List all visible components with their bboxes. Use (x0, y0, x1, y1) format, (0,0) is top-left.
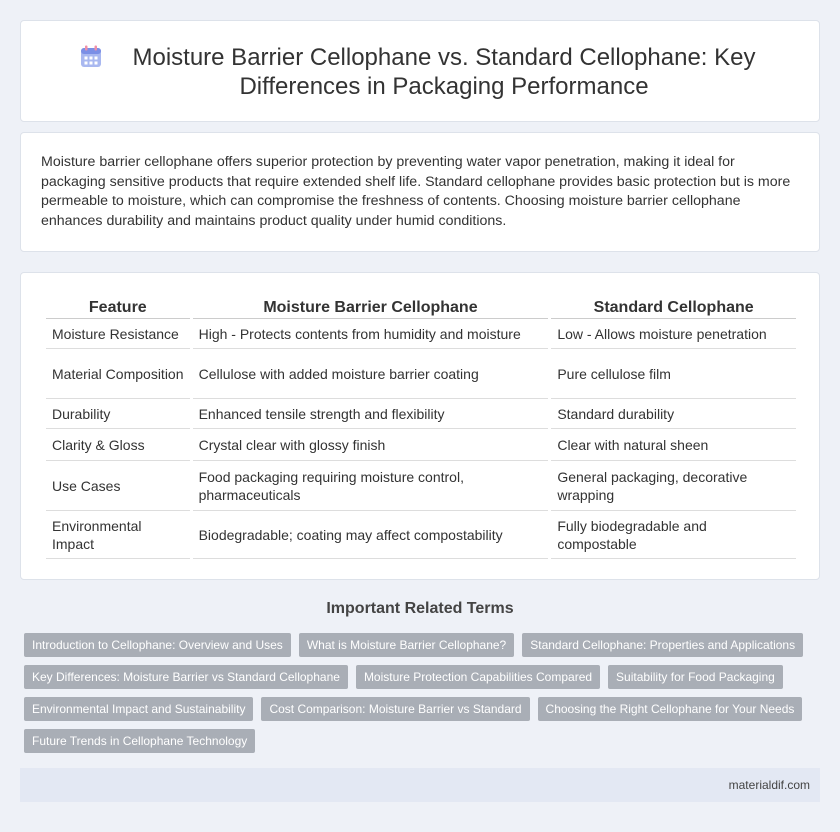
standard-cell: General packaging, decorative wrapping (551, 461, 796, 511)
standard-cell: Low - Allows moisture penetration (551, 319, 796, 349)
table-header-row (46, 297, 796, 319)
related-term-link[interactable]: Cost Comparison: Moisture Barrier vs Standard (261, 697, 529, 721)
related-term-link[interactable]: Standard Cellophane: Properties and Applications (522, 633, 803, 657)
table-row (46, 511, 796, 559)
standard-cell: Fully biodegradable and compostable (551, 511, 796, 559)
related-term-link[interactable]: Key Differences: Moisture Barrier vs Standard Cellophane (24, 665, 348, 689)
related-term-link[interactable]: Introduction to Cellophane: Overview and Uses (24, 633, 291, 657)
comparison-table (43, 297, 799, 559)
feature-cell: Environmental Impact (46, 511, 190, 559)
moisture-barrier-cell: Crystal clear with glossy finish (193, 429, 549, 461)
related-term-link[interactable]: Future Trends in Cellophane Technology (24, 729, 255, 753)
table-row (46, 429, 796, 461)
moisture-barrier-cell: High - Protects contents from humidity and moisture (193, 319, 549, 349)
related-terms-list (24, 633, 804, 753)
title-wrap (21, 21, 821, 123)
table-row (46, 461, 796, 511)
calendar-grid-icon (78, 44, 104, 70)
related-term-link[interactable]: Choosing the Right Cellophane for Your Needs (538, 697, 803, 721)
header-feature: Feature (46, 297, 190, 319)
intro-card (20, 132, 820, 252)
feature-cell: Clarity & Gloss (46, 429, 190, 461)
header-moisture-barrier: Moisture Barrier Cellophane (193, 297, 549, 319)
page-title: Moisture Barrier Cellophane vs. Standard Cellophane: Key Differences in Packaging Performance (132, 44, 756, 100)
related-term-link[interactable]: What is Moisture Barrier Cellophane? (299, 633, 514, 657)
intro-paragraph: Moisture barrier cellophane offers superior protection by preventing water vapor penetration, making it ideal for packaging sensitive products that require extended shelf life. Standard cellophane provides basic protection but is more permeable to moisture, which can compromise the freshness of contents. Choosing moisture barrier cellophane enhances durability and maintains product quality under humid conditions. (41, 154, 791, 229)
feature-cell: Use Cases (46, 461, 190, 511)
related-terms-title: Important Related Terms (326, 600, 514, 617)
related-term-link[interactable]: Environmental Impact and Sustainability (24, 697, 253, 721)
header-card (20, 20, 820, 122)
comparison-card (20, 272, 820, 580)
feature-cell: Moisture Resistance (46, 319, 190, 349)
moisture-barrier-cell: Enhanced tensile strength and flexibility (193, 399, 549, 429)
table-row (46, 399, 796, 429)
footer (20, 768, 820, 802)
table-row (46, 349, 796, 399)
standard-cell: Pure cellulose film (551, 349, 796, 399)
header-standard: Standard Cellophane (551, 297, 796, 319)
moisture-barrier-cell: Cellulose with added moisture barrier coating (193, 349, 549, 399)
footer-site-name: materialdif.com (728, 778, 810, 792)
moisture-barrier-cell: Biodegradable; coating may affect compostability (193, 511, 549, 559)
feature-cell: Material Composition (46, 349, 190, 399)
moisture-barrier-cell: Food packaging requiring moisture control, pharmaceuticals (193, 461, 549, 511)
feature-cell: Durability (46, 399, 190, 429)
table-row (46, 319, 796, 349)
related-term-link[interactable]: Suitability for Food Packaging (608, 665, 783, 689)
related-term-link[interactable]: Moisture Protection Capabilities Compared (356, 665, 600, 689)
standard-cell: Standard durability (551, 399, 796, 429)
standard-cell: Clear with natural sheen (551, 429, 796, 461)
